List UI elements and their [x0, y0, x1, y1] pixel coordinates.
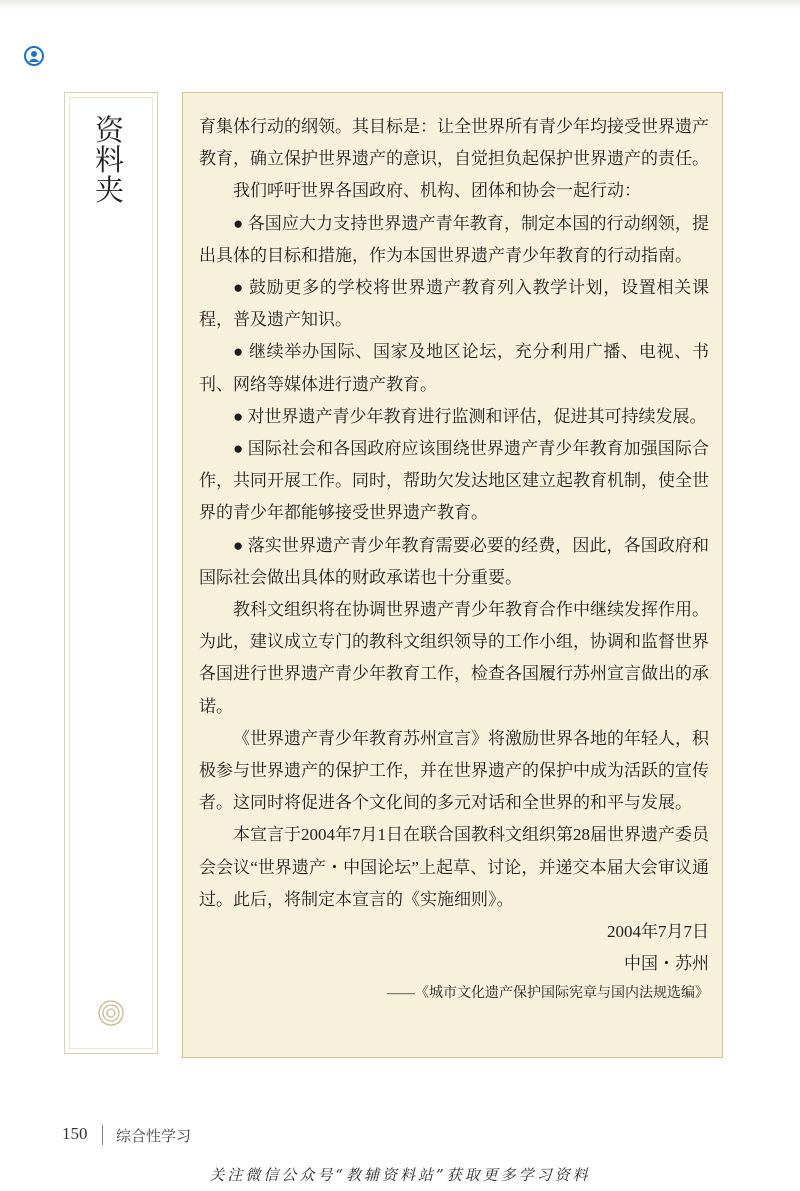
sidebar-title-char: 资 [95, 113, 125, 147]
signature-date: 2004年7月7日 [607, 922, 709, 942]
bullet-paragraph: ● 落实世界遗产青少年教育需要必要的经费，因此，各国政府和国际社会做出具体的财政承诺也十分重要。 [199, 535, 709, 587]
bullet-paragraph: ● 鼓励更多的学校将世界遗产教育列入教学计划，设置相关课程，普及遗产知识。 [199, 278, 709, 330]
sidebar-title-char: 料 [95, 143, 125, 177]
signature-place: 中国・苏州 [624, 954, 709, 974]
footer-divider [102, 1125, 103, 1145]
watermark-text: 关注微信公众号“教辅资料站”获取更多学习资料 [209, 1166, 591, 1184]
top-edge-strip [0, 0, 800, 10]
source-citation: ——《城市文化遗产保护国际宪章与国内法规选编》 [387, 986, 709, 1002]
section-name: 综合性学习 [116, 1127, 192, 1145]
resource-sidebar [64, 92, 158, 1054]
paragraph: 《世界遗产青少年教育苏州宣言》将激励世界各地的年轻人，积极参与世界遗产的保护工作，并在世界遗产的保护中成为活跃的宣传者。这同时将促进各个文化间的多元对话和全世界的和平与发展。 [199, 728, 709, 813]
document-body [199, 111, 709, 1008]
sidebar-title-char: 夹 [95, 173, 125, 207]
sidebar-inner-border [69, 97, 153, 1049]
resource-content-box [182, 92, 723, 1058]
bullet-paragraph: ● 对世界遗产青少年教育进行监测和评估，促进其可持续发展。 [233, 406, 707, 426]
sidebar-title [95, 115, 131, 205]
bullet-paragraph: ● 各国应大力支持世界遗产青年教育，制定本国的行动纲领，提出具体的目标和措施，作为本国世界遗产青少年教育的行动指南。 [199, 213, 709, 265]
paragraph: 本宣言于2004年7月1日在联合国教科文组织第28届世界遗产委员会会议“世界遗产・中国论坛”上起草、讨论，并递交本届大会审议通过。此后，将制定本宣言的《实施细则》。 [199, 825, 709, 909]
paragraph: 我们呼吁世界各国政府、机构、团体和协会一起行动： [233, 181, 641, 201]
bullet-paragraph: ● 继续举办国际、国家及地区论坛，充分利用广播、电视、书刊、网络等媒体进行遗产教育。 [199, 342, 709, 394]
user-icon[interactable] [24, 46, 44, 66]
paragraph: 教科文组织将在协调世界遗产青少年教育合作中继续发挥作用。为此，建议成立专门的教科文组织领导的工作小组，协调和监督世界各国进行世界遗产青少年教育工作，检查各国履行苏州宣言做出的承诺。 [199, 600, 709, 716]
bullet-paragraph: ● 国际社会和各国政府应该围绕世界遗产青少年教育加强国际合作，共同开展工作。同时，帮助欠发达地区建立起教育机制，使全世界的青少年都能够接受世界遗产教育。 [199, 439, 709, 523]
page-number: 150 [62, 1124, 88, 1143]
paragraph: 育集体行动的纲领。其目标是：让全世界所有青少年均接受世界遗产教育，确立保护世界遗产的意识，自觉担负起保护世界遗产的责任。 [199, 117, 709, 169]
spiral-ornament-icon [97, 999, 125, 1027]
